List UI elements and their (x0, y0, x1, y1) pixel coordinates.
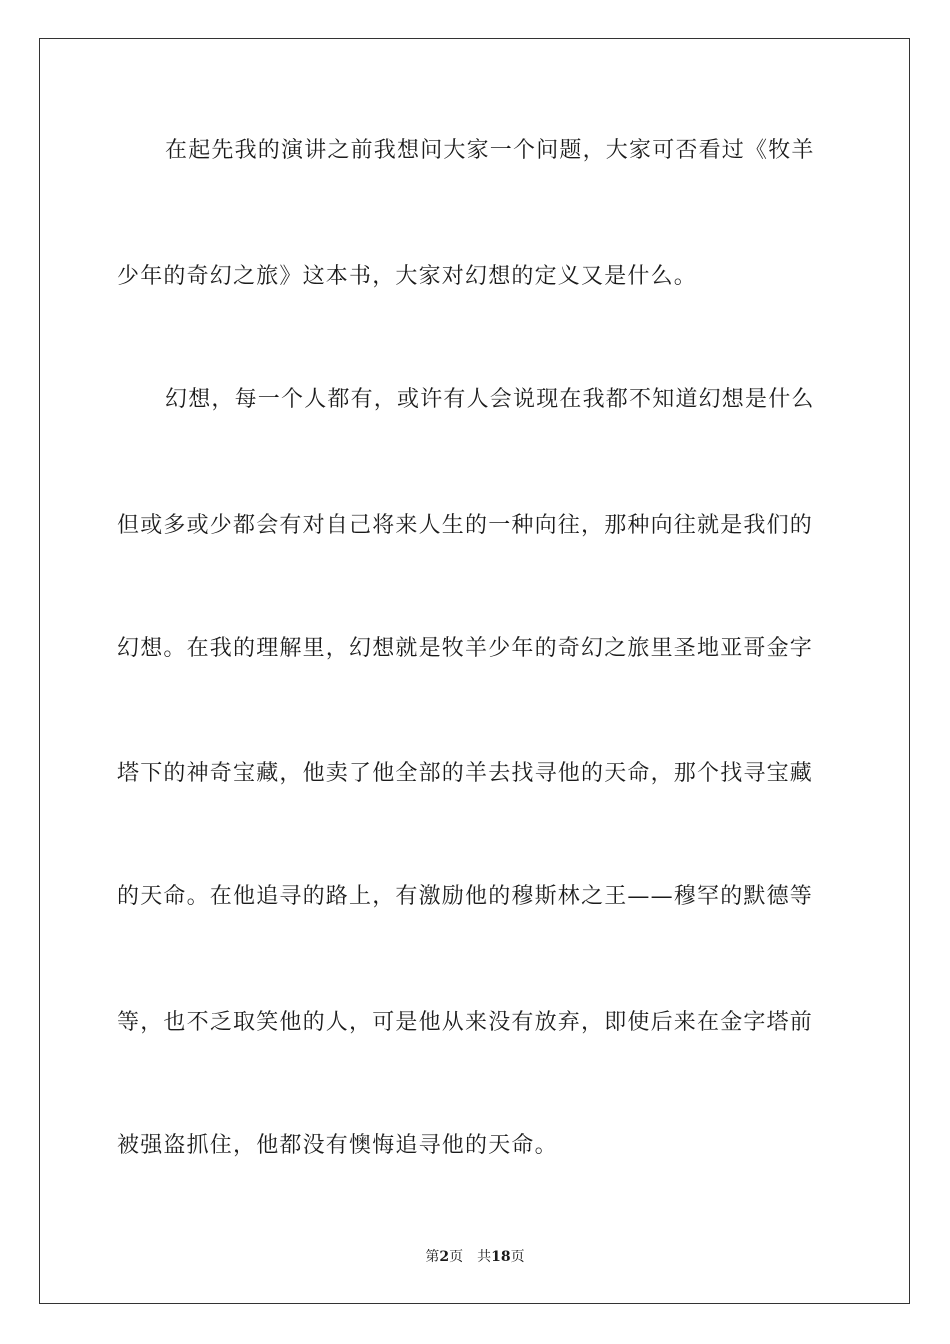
total-pages: 18 (491, 1249, 511, 1265)
paragraph-1-line-1: 在起先我的演讲之前我想问大家一个问题，大家可否看过《牧羊 (165, 138, 815, 163)
paragraph-2-line-1: 幻想，每一个人都有，或许有人会说现在我都不知道幻想是什么 (165, 387, 815, 412)
paragraph-2-line-7: 被强盗抓住，他都没有懊悔追寻他的天命。 (117, 1133, 558, 1158)
paragraph-2-line-6: 等，也不乏取笑他的人，可是他从来没有放弃，即使后来在金字塔前 (117, 1010, 814, 1035)
paragraph-2-line-4: 塔下的神奇宝藏，他卖了他全部的羊去找寻他的天命，那个找寻宝藏 (117, 761, 814, 786)
total-prefix: 共 (477, 1249, 492, 1265)
page-prefix: 第 (425, 1249, 440, 1265)
page-number: 2 (439, 1249, 450, 1265)
paragraph-2-line-5: 的天命。在他追寻的路上，有激励他的穆斯林之王——穆罕的默德等 (117, 884, 814, 909)
paragraph-1-line-2: 少年的奇幻之旅》这本书，大家对幻想的定义又是什么。 (117, 264, 698, 289)
paragraph-2-line-2: 但或多或少都会有对自己将来人生的一种向往，那种向往就是我们的 (117, 513, 814, 538)
paragraph-2-line-3: 幻想。在我的理解里，幻想就是牧羊少年的奇幻之旅里圣地亚哥金字 (117, 636, 814, 661)
page-border (39, 38, 910, 1304)
page-footer (0, 1248, 950, 1266)
page-suffix: 页 (449, 1249, 464, 1265)
total-suffix: 页 (510, 1249, 525, 1265)
